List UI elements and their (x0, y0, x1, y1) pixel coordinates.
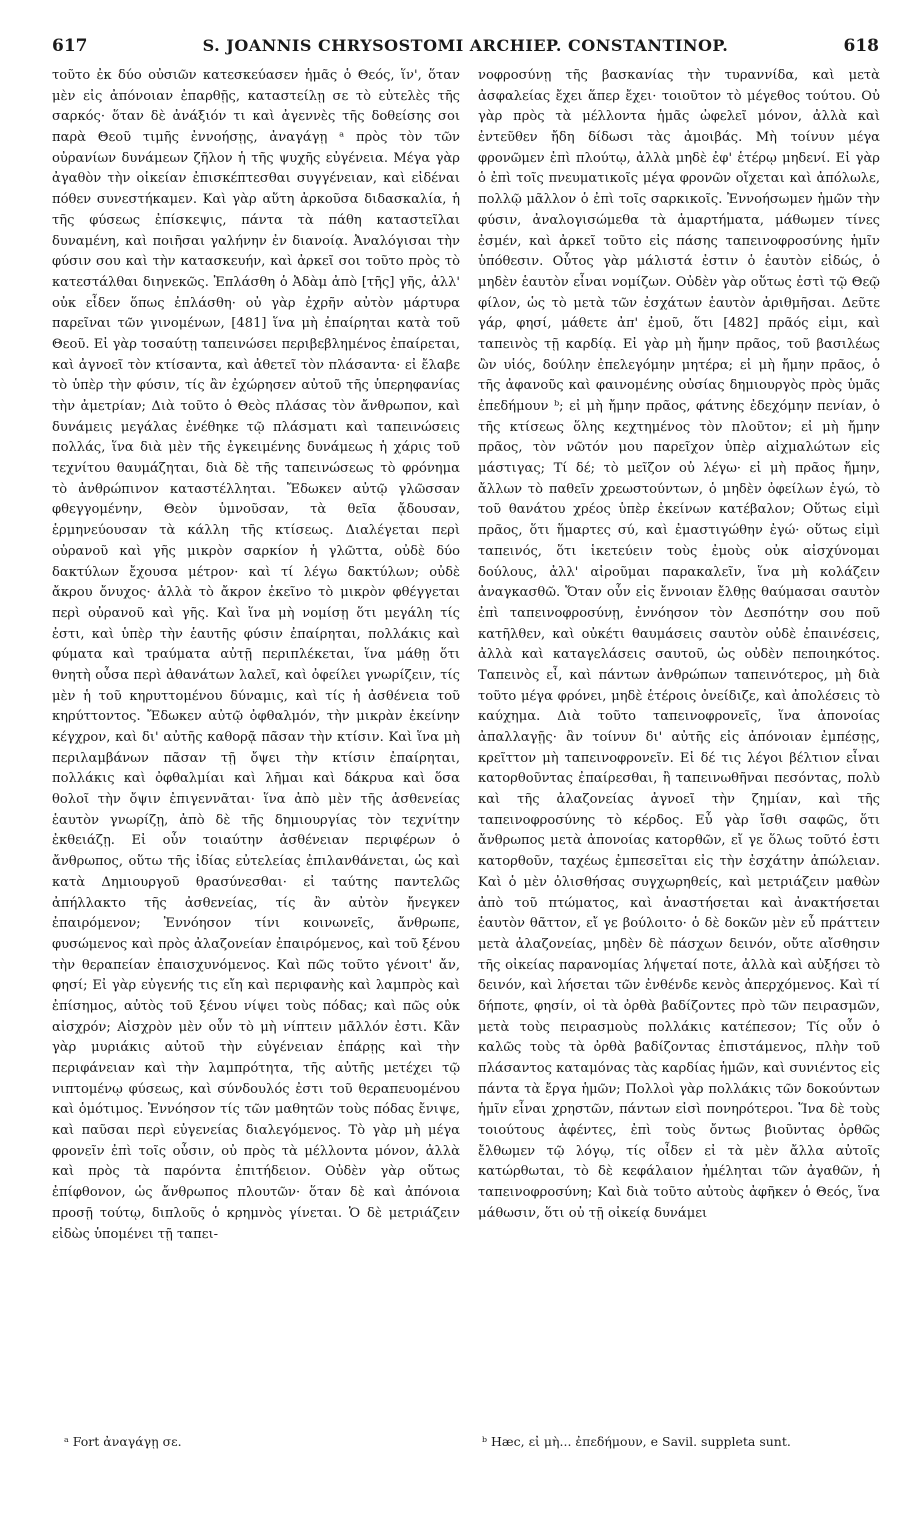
page-number-left: 617 (52, 36, 88, 56)
running-head: S. JOANNIS CHRYSOSTOMI ARCHIEP. CONSTANTINOP. (202, 36, 729, 55)
footnote-b: ᵇ Hæc, εἰ μὴ... ἐπεδήμουν, e Savil. suppleta sunt. (482, 1434, 791, 1449)
right-column-text: νοφροσύνῃ τῆς βασκανίας τὴν τυραννίδα, καὶ μετὰ ἀσφαλείας ἔχει ἅπερ ἔχει· τοιοῦτον τὸ μέγεθος τούτου. Οὐ γὰρ πρὸς τὰ μέλλοντα ἡμᾶς ὠφελεῖ μόνον, ἀλλὰ καὶ ἐντεῦθεν ἤδη δίδωσι τὰς ἀμοιβάς. Μὴ τοίνυν μέγα φρονῶμεν ἐπὶ πλούτῳ, ἀλλὰ μηδὲ ἐφ' ἑτέρῳ μηδενί. Εἰ γὰρ ὁ ἐπὶ τοῖς πνευματικοῖς μέγα φρονῶν οἴχεται καὶ ἀπόλωλε, πολλῷ μᾶλλον ὁ ἐπὶ τοῖς σαρκικοῖς. Ἐννοήσωμεν ἡμῶν τὴν φύσιν, ἀναλογισώμεθα τὰ ἁμαρτήματα, μάθωμεν τίνες ἐσμέν, καὶ ἀρκεῖ τοῦτο εἰς πάσης ταπεινοφροσύνης ἡμῖν ὑπόθεσιν. Οὗτος γὰρ μάλιστά ἐστιν ὁ ἑαυτὸν εἰδώς, ὁ μηδὲν ἑαυτὸν εἶναι νομίζων. Οὐδὲν γὰρ οὕτως ἐστὶ τῷ Θεῷ φίλον, ὡς τὸ μετὰ τῶν ἐσχάτων ἑαυτὸν ἀριθμῆσαι. Δεῦτε γάρ, φησί, μάθετε ἀπ' ἐμοῦ, ὅτι [482] πρᾶός εἰμι, καὶ ταπεινὸς τῇ καρδίᾳ. Εἰ γὰρ μὴ ἤμην πρᾶος, τοῦ βασιλέως ὢν υἱός, δούλην ἐπελεγόμην μητέρα; εἰ μὴ ἤμην πρᾶος, ὁ τῆς ἀφανοῦς καὶ φαινομένης οὐσίας δημιουργὸς πρὸς ὑμᾶς ἐπεδήμουν ᵇ; εἰ μὴ ἤμην πρᾶος, φάτνης ἐδεχόμην πενίαν, ὁ τῆς κτίσεως ὅλης κεχτημένος τὸν πλοῦτον; εἰ μὴ ἤμην πρᾶος, τὸν νῶτόν μου παρεῖχον ὑπὲρ αἰχμαλώτων εἰς μάστιγας; Τί δέ; τὸ μεῖζον οὐ λέγω· εἰ μὴ πρᾶος ἤμην, ἄλλων τὸ παθεῖν χρεωστούντων, ὁ μηδὲν ὀφείλων ἐγώ, τὸ τοῦ θανάτου χρέος ὑπὲρ ἐκείνων κατέβαλον; Οὕτως εἰμὶ πρᾶος, ὅτι ἥμαρτες σύ, καὶ ἐμαστιγώθην ἐγώ· οὕτως εἰμὶ ταπεινός, ὅτι ἱκετεύειν τοὺς ἐμοὺς οὐκ αἰσχύνομαι δούλους, ἀλλ' αἱροῦμαι παρακαλεῖν, ἵνα μὴ κολάζειν ἀναγκασθῶ. Ὅταν οὖν εἰς ἔννοιαν ἔλθῃς θαύμασαι σαυτὸν ἐπὶ ταπεινοφροσύνῃ, ἐννόησον τὸν Δεσπότην σου ποῦ κατῆλθεν, καὶ οὐκέτι θαυμάσεις σαυτὸν οὐδὲ ἐπαινέσεις, ἀλλὰ καὶ καταγελάσεις σαυτοῦ, ὡς οὐδὲν πεποιηκότος. Ταπεινὸς εἶ, καὶ πάντων ἀνθρώπων ταπεινότερος, μὴ διὰ τοῦτο μέγα φρόνει, μηδὲ ἑτέροις ὀνείδιζε, καὶ ἀπολέσεις τὸ καύχημα. Διὰ τοῦτο ταπεινοφρονεῖς, ἵνα ἀπονοίας ἀπαλλαγῇς· ἂν τοίνυν δι' αὐτῆς εἰς ἀπόνοιαν ἐμπέσῃς, κρεῖττον μὴ ταπεινοφρονεῖν. Εἰ δέ τις λέγοι βέλτιον εἶναι κατορθοῦντας ἐπαίρεσθαι, ἢ ταπεινωθῆναι πεσόντας, πολὺ καὶ τῆς ἀλαζονείας ἀγνοεῖ τὴν ζημίαν, καὶ τῆς ταπεινοφροσύνης τὸ κέρδος. Εὖ γὰρ ἴσθι σαφῶς, ὅτι ἄνθρωπος μετὰ ἀπονοίας κατορθῶν, εἴ γε ὅλως τοῦτό ἐστι κατορθοῦν, ταχέως ἐμπεσεῖται εἰς τὴν ἐσχάτην ἀπώλειαν. Καὶ ὁ μὲν ὀλισθήσας συγχωρηθείς, καὶ μετριάζειν μαθὼν ἀπὸ τοῦ πτώματος, καὶ ἀναστήσεται καὶ ἀνακτήσεται ἑαυτὸν θᾶττον, εἴ γε βούλοιτο· ὁ δὲ δοκῶν μὲν εὖ πράττειν μετὰ ἀλαζονείας, μηδὲν δὲ πάσχων δεινόν, οὔτε αἴσθησιν τῆς οἰκείας παρανομίας λήψεταί ποτε, ἀλλὰ καὶ αὐξήσει τὸ δεινόν, καὶ λήσεται τῶν ἐνθένδε κενὸς ἀπερχόμενος. Καὶ τί δήποτε, φησίν, οἱ τὰ ὀρθὰ βαδίζοντες πρὸ τῶν πειρασμῶν, μετὰ τοὺς πειρασμοὺς πολλάκις κατέπεσον; Τίς οὖν ὁ καλῶς τοὺς τὰ ὀρθὰ βαδίζοντας ἐπιστάμενος, πλὴν τοῦ πλάσαντος καταμόνας τὰς καρδίας ἡμῶν, καὶ συνιέντος εἰς πάντα τὰ ἔργα ἡμῶν; Πολλοὶ γὰρ πολλάκις τῶν δοκούντων ἡμῖν εἶναι χρηστῶν, πάντων εἰσὶ πονηρότεροι. Ἵνα δὲ τοὺς τοιούτους ἀφέντες, ἐπὶ τοὺς ὄντως βιοῦντας ὀρθῶς ἔλθωμεν τῷ λόγῳ, τίς οἶδεν εἰ τὰ μὲν ἄλλα αὐτοῖς κατώρθωται, τὸ δὲ κεφάλαιον ἠμέληται τῶν ἀγαθῶν, ἡ ταπεινοφροσύνη; Καὶ διὰ τοῦτο αὐτοὺς ἀφῆκεν ὁ Θεός, ἵνα μάθωσιν, ὅτι οὐ τῇ οἰκείᾳ δυνάμει (478, 68, 880, 1221)
page-header (52, 36, 879, 62)
footnote-a: ᵃ Fort ἀναγάγῃ σε. (64, 1434, 182, 1449)
left-column-text: τοῦτο ἐκ δύο οὐσιῶν κατεσκεύασεν ἡμᾶς ὁ Θεός, ἵν', ὅταν μὲν εἰς ἀπόνοιαν ἐπαρθῇς, καταστείλῃ σε τὸ εὐτελὲς τῆς σαρκός· ὅταν δὲ ἀνάξιόν τι καὶ ἀγεννὲς τῆς δοθείσης σοι παρὰ Θεοῦ τιμῆς ἐννοήσῃς, ἀναγάγῃ ᵃ πρὸς τὸν τῶν οὐρανίων δυνάμεων ζῆλον ἡ τῆς ψυχῆς εὐγένεια. Μέγα γὰρ ἀγαθὸν τὴν οἰκείαν ἐπισκέπτεσθαι συγγένειαν, καὶ εἰδέναι πόθεν συνεστήκαμεν. Καὶ γὰρ αὕτη ἀρκοῦσα διδασκαλία, ἡ τῆς φύσεως ἐπίσκεψις, πάντα τὰ πάθη καταστεῖλαι δυναμένη, καὶ ποιῆσαι γαλήνην ἐν διανοίᾳ. Ἀναλόγισαι τὴν φύσιν σου καὶ τὴν κατασκευήν, καὶ ἀρκεῖ σοι τοῦτο πρὸς τὸ κατεστάλθαι διηνεκῶς. Ἐπλάσθη ὁ Ἀδὰμ ἀπὸ [τῆς] γῆς, ἀλλ' οὐκ εἶδεν ὅπως ἐπλάσθη· οὐ γὰρ ἐχρῆν αὐτὸν μάρτυρα παρεῖναι τῶν γινομένων, [481] ἵνα μὴ ἐπαίρηται κατὰ τοῦ Θεοῦ. Εἰ γὰρ τοσαύτῃ ταπεινώσει περιβεβλημένος ἐπαίρεται, καὶ ἀγνοεῖ τὸν κτίσαντα, καὶ ἀθετεῖ τὸν πλάσαντα· εἰ ἔλαβε τὸ ὑπὲρ τὴν φύσιν, τίς ἂν ἐχώρησεν αὐτοῦ τῆς ὑπερηφανίας τὴν ἀμετρίαν; Διὰ τοῦτο ὁ Θεὸς πλάσας τὸν ἄνθρωπον, καὶ δυνάμεις μεγάλας ἐνέθηκε τῷ πλάσματι καὶ ταπεινώσεις πολλάς, ἵνα διὰ μὲν τῆς ἐγκειμένης δυνάμεως ἡ χάρις τοῦ τεχνίτου θαυμάζηται, διὰ δὲ τῆς ταπεινώσεως τὸ φρόνημα τὸ ἀνθρώπινον καταστέλληται. Ἔδωκεν αὐτῷ γλῶσσαν φθεγγομένην, Θεὸν ὑμνοῦσαν, τὰ θεῖα ᾄδουσαν, ἑρμηνεύουσαν τὰ κάλλη τῆς κτίσεως. Διαλέγεται περὶ οὐρανοῦ καὶ γῆς μικρὸν σαρκίον ἡ γλῶττα, οὐδὲ δύο δακτύλων ἔχουσα μέτρον· καὶ τί λέγω δακτύλων; οὐδὲ ἄκρου ὄνυχος· ἀλλὰ τὸ ἄκρον ἐκεῖνο τὸ μικρὸν φθέγγεται περὶ οὐρανοῦ καὶ γῆς. Καὶ ἵνα μὴ νομίσῃ ὅτι μεγάλη τίς ἐστι, καὶ ὑπὲρ τὴν ἑαυτῆς φύσιν ἐπαίρηται, πολλάκις καὶ φύματα καὶ τραύματα αὐτῇ περιπλέκεται, ἵνα μάθῃ ὅτι θνητὴ οὖσα περὶ ἀθανάτων λαλεῖ, καὶ ὀφείλει γνωρίζειν, τίς μὲν ἡ τοῦ κηρυττομένου δύναμις, καὶ τίς ἡ ἀσθένεια τοῦ κηρύττοντος. Ἔδωκεν αὐτῷ ὀφθαλμόν, τὴν μικρὰν ἐκείνην κέγχρον, καὶ δι' αὐτῆς καθορᾷ πᾶσαν τὴν κτίσιν. Καὶ ἵνα μὴ περιλαμβάνων πᾶσαν τῇ ὄψει τὴν κτίσιν ἐπαίρηται, πολλάκις καὶ ὀφθαλμίαι καὶ λῆμαι καὶ δάκρυα καὶ ὅσα θολοῖ τὴν ὄψιν ἐπιγεννᾶται· ἵνα ἀπὸ μὲν τῆς ἀσθενείας ἑαυτὸν γνωρίζῃ, ἀπὸ δὲ τῆς δημιουργίας τὸν τεχνίτην ἐκθειάζῃ. Εἰ οὖν τοιαύτην ἀσθένειαν περιφέρων ὁ ἄνθρωπος, οὕτω τῆς ἰδίας εὐτελείας ἐπιλανθάνεται, ὡς καὶ κατὰ Δημιουργοῦ θρασύνεσθαι· εἰ ταύτης παντελῶς ἀπήλλακτο τῆς ἀσθενείας, τίς ἂν αὐτὸν ἤνεγκεν ἐπαιρόμενον; Ἐννόησον τίνι κοινωνεῖς, ἄνθρωπε, φυσώμενος καὶ πρὸς ἀλαζονείαν ἐπαιρόμενος, καὶ τοῦ ξένου τὴν θεραπείαν ἐπαισχυνόμενος. Καὶ πῶς τοῦτο γένοιτ' ἄν, φησί; Εἰ γὰρ εὐγενής τις εἴη καὶ περιφανὴς καὶ λαμπρὸς καὶ ἐπίσημος, αὐτὸς τοῦ ξένου νίψει τοὺς πόδας; καὶ πῶς οὐκ αἰσχρόν; Αἰσχρὸν μὲν οὖν τὸ μὴ νίπτειν μᾶλλόν ἐστι. Κἂν γὰρ μυριάκις αὐτοῦ τὴν εὐγένειαν ἐπάρῃς καὶ τὴν περιφάνειαν καὶ τὴν λαμπρότητα, τῆς αὐτῆς μετέχει τῷ νιπτομένῳ φύσεως, καὶ σύνδουλός ἐστι τοῦ θεραπευομένου καὶ ὁμότιμος. Ἐννόησον τίς τῶν μαθητῶν τοὺς πόδας ἔνιψε, καὶ παῦσαι περὶ εὐγενείας διαλεγόμενος. Τὸ γὰρ μὴ μέγα φρονεῖν ἐπὶ τοῖς οὖσιν, οὐ πρὸς τὰ μέλλοντα μόνον, ἀλλὰ καὶ πρὸς τὰ παρόντα ἐπιτήδειον. Οὐδὲν γὰρ οὕτως ἐπίφθονον, ὡς ἄνθρωπος πλουτῶν· ὅταν δὲ καὶ ἀπόνοια προσῇ τούτῳ, διπλοῦς ὁ κρημνὸς γίνεται. Ὁ δὲ μετριάζειν εἰδὼς ὑπομένει τῇ ταπει- (52, 68, 460, 1242)
page-number-right: 618 (843, 36, 879, 56)
right-column (478, 66, 880, 1225)
footnotes (52, 1434, 879, 1454)
left-column (52, 66, 460, 1245)
